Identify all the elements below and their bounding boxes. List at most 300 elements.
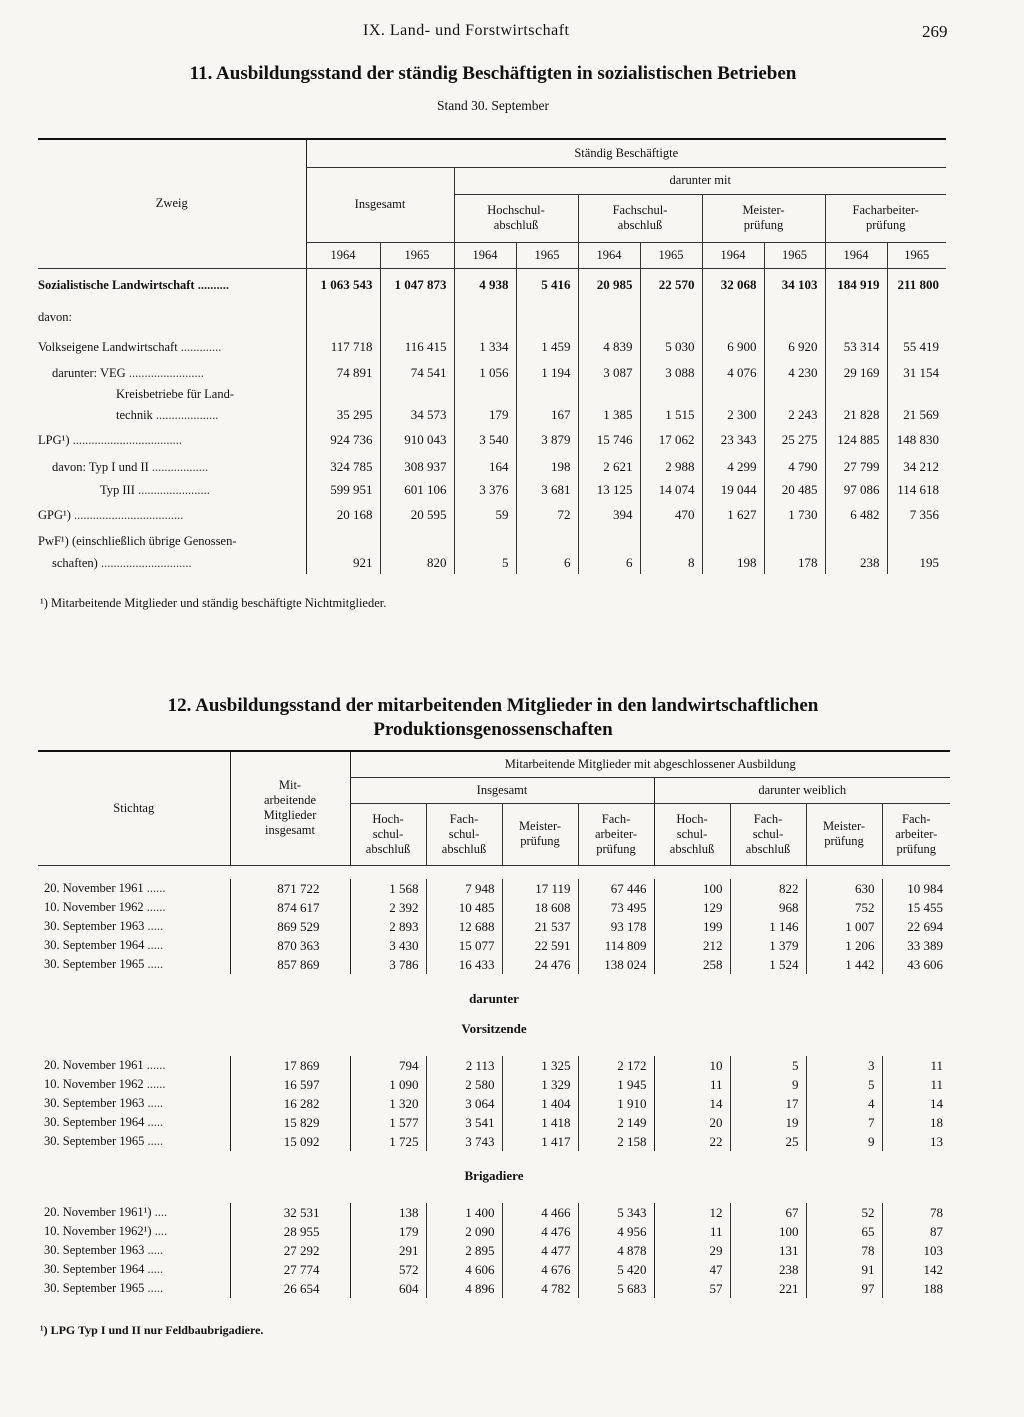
t2-cell: 5 420 [578, 1260, 654, 1279]
t2-row-label-text: 30. September 1964 [44, 938, 145, 952]
t1-cell: 31 154 [887, 362, 946, 384]
t1-row-label-text: Volkseigene Landwirtschaft [38, 339, 178, 354]
t2-cell: 15 077 [426, 936, 502, 955]
t1-row-label [38, 302, 306, 332]
t2-cell: 103 [882, 1241, 950, 1260]
t2-cell: 26 654 [230, 1279, 350, 1298]
t2-cell: 22 694 [882, 917, 950, 936]
t1-cell: 6 [578, 552, 640, 574]
t1-cell: 1 334 [454, 332, 516, 362]
t2-cell: 27 292 [230, 1241, 350, 1260]
t1-cell: 53 314 [825, 332, 887, 362]
t1-cell: 35 295 [306, 404, 380, 426]
t2-cell: 4 956 [578, 1222, 654, 1241]
t2-cell: 4 477 [502, 1241, 578, 1260]
t2-cell: 24 476 [502, 955, 578, 974]
t1-row-label [38, 480, 306, 500]
t2-cell: 2 090 [426, 1222, 502, 1241]
t1-row-leader-dots: ....................... [134, 482, 210, 497]
t1-row [38, 500, 946, 530]
t2-cell: 7 [806, 1113, 882, 1132]
t2-row [38, 898, 950, 917]
t2-cell: 114 809 [578, 936, 654, 955]
t1-row [38, 268, 946, 302]
t2-cell: 179 [350, 1222, 426, 1241]
t1-cell [578, 384, 640, 404]
t1-cell: 4 790 [764, 454, 825, 480]
table2-footnote: ¹) LPG Typ I und II nur Feldbaubrigadiere. [40, 1323, 264, 1337]
t1-cell: 124 885 [825, 426, 887, 454]
t1-row [38, 530, 946, 552]
t1-cell: 3 087 [578, 362, 640, 384]
t1-row [38, 384, 946, 404]
t2-cell: 47 [654, 1260, 730, 1279]
t2-cell: 4 476 [502, 1222, 578, 1241]
t2-cell: 2 172 [578, 1056, 654, 1075]
t2-cell: 67 [730, 1203, 806, 1222]
t1-cell: 117 718 [306, 332, 380, 362]
t1-cell [516, 302, 578, 332]
t1-body [38, 268, 946, 574]
t2-cell: 1 417 [502, 1132, 578, 1151]
t1-cell: 3 088 [640, 362, 702, 384]
t1-cell: 21 569 [887, 404, 946, 426]
t2-cell: 2 893 [350, 917, 426, 936]
table1-footnote: ¹) Mitarbeitende Mitglieder und ständig beschäftigte Nichtmitglieder. [40, 596, 387, 610]
t1-row-label-text: darunter: VEG [52, 365, 126, 380]
t1-row-label [38, 404, 306, 426]
t1-cell [454, 530, 516, 552]
t2-cell: 2 895 [426, 1241, 502, 1260]
t2-cell: 2 158 [578, 1132, 654, 1151]
t2-row-label-text: 20. November 1961 [44, 881, 144, 895]
t2-row-label-text: 30. September 1963 [44, 1096, 145, 1110]
t2-col-w-fachschul: Fach- schul- abschluß [730, 803, 806, 865]
t2-cell: 29 [654, 1241, 730, 1260]
table1-title: 11. Ausbildungsstand der ständig Beschäftigten in sozialistischen Betrieben [189, 63, 797, 84]
t2-row-leader-dots: ..... [144, 1134, 164, 1148]
t2-cell: 78 [806, 1241, 882, 1260]
t1-cell: 29 169 [825, 362, 887, 384]
t1-cell: 32 068 [702, 268, 764, 302]
t2-cell: 18 [882, 1113, 950, 1132]
t2-row-label-text: 20. November 1961¹) [44, 1205, 152, 1219]
t1-cell: 599 951 [306, 480, 380, 500]
t2-cell: 100 [730, 1222, 806, 1241]
t1-cell [306, 384, 380, 404]
t2-row-leader-dots: ..... [144, 957, 164, 971]
t2-row [38, 1075, 950, 1094]
t1-cell: 394 [578, 500, 640, 530]
t1-cell: 211 800 [887, 268, 946, 302]
t2-cell: 3 743 [426, 1132, 502, 1151]
t2-row-label-text: 20. November 1961 [44, 1058, 144, 1072]
t1-cell: 5 416 [516, 268, 578, 302]
t2-cell: 4 466 [502, 1203, 578, 1222]
t2-cell: 3 [806, 1056, 882, 1075]
t1-row-label [38, 426, 306, 454]
t1-row-leader-dots: ................................... [69, 432, 183, 447]
t1-cell: 13 125 [578, 480, 640, 500]
t1-cell: 195 [887, 552, 946, 574]
t1-cell: 22 570 [640, 268, 702, 302]
t2-cell: 572 [350, 1260, 426, 1279]
t2-cell: 22 [654, 1132, 730, 1151]
t1-cell: 167 [516, 404, 578, 426]
t1-cell: 34 103 [764, 268, 825, 302]
t2-row [38, 879, 950, 898]
t2-spacer [38, 1044, 950, 1056]
t1-cell: 6 920 [764, 332, 825, 362]
t1-row-label [38, 552, 306, 574]
t2-cell: 870 363 [230, 936, 350, 955]
t1-row [38, 454, 946, 480]
t2-cell: 1 725 [350, 1132, 426, 1151]
t1-cell [578, 302, 640, 332]
t2-cell: 5 343 [578, 1203, 654, 1222]
t2-row-label [38, 1203, 230, 1222]
t2-cell: 2 149 [578, 1113, 654, 1132]
t1-cell [702, 530, 764, 552]
t2-body [38, 865, 950, 1298]
t2-row-label-text: 10. November 1962¹) [44, 1224, 152, 1238]
t1-group-meister: Meister- prüfung [702, 194, 825, 242]
t1-cell: 6 482 [825, 500, 887, 530]
t2-cell: 1 325 [502, 1056, 578, 1075]
t1-header-zweig: Zweig [38, 139, 306, 268]
t1-cell [380, 384, 454, 404]
t1-cell: 34 212 [887, 454, 946, 480]
t2-cell: 67 446 [578, 879, 654, 898]
t1-year: 1964 [702, 242, 764, 268]
t2-cell: 22 591 [502, 936, 578, 955]
t1-cell: 470 [640, 500, 702, 530]
t2-cell: 100 [654, 879, 730, 898]
t2-cell: 1 400 [426, 1203, 502, 1222]
t2-cell: 869 529 [230, 917, 350, 936]
t1-row-label [38, 530, 306, 552]
t1-cell [825, 384, 887, 404]
t2-cell: 52 [806, 1203, 882, 1222]
t1-cell: 178 [764, 552, 825, 574]
t2-cell: 1 320 [350, 1094, 426, 1113]
t2-cell: 97 [806, 1279, 882, 1298]
t1-cell: 59 [454, 500, 516, 530]
t2-cell: 11 [654, 1222, 730, 1241]
t1-cell: 2 621 [578, 454, 640, 480]
t2-cell: 4 [806, 1094, 882, 1113]
t2-spacer [38, 1191, 950, 1203]
t2-cell: 1 442 [806, 955, 882, 974]
t2-cell: 12 688 [426, 917, 502, 936]
t2-cell: 129 [654, 898, 730, 917]
t1-cell [825, 302, 887, 332]
t1-cell [578, 530, 640, 552]
t2-spacer-cell [38, 1151, 950, 1161]
t2-cell: 21 537 [502, 917, 578, 936]
t1-cell: 4 230 [764, 362, 825, 384]
t1-row-leader-dots: .......... [194, 277, 229, 292]
t2-cell: 238 [730, 1260, 806, 1279]
t2-cell: 73 495 [578, 898, 654, 917]
t1-cell: 164 [454, 454, 516, 480]
t1-row-leader-dots: .................... [152, 407, 219, 422]
t1-cell: 34 573 [380, 404, 454, 426]
t2-cell: 1 146 [730, 917, 806, 936]
t2-cell: 78 [882, 1203, 950, 1222]
t1-cell: 924 736 [306, 426, 380, 454]
t2-col-meister: Meister- prüfung [502, 803, 578, 865]
t2-row [38, 936, 950, 955]
t2-cell: 138 [350, 1203, 426, 1222]
t2-cell: 258 [654, 955, 730, 974]
t2-cell: 13 [882, 1132, 950, 1151]
t2-cell: 65 [806, 1222, 882, 1241]
t2-row [38, 1094, 950, 1113]
t2-cell: 19 [730, 1113, 806, 1132]
t1-cell: 20 985 [578, 268, 640, 302]
t2-header-mitglieder-insgesamt: Mit- arbeitende Mitglieder insgesamt [230, 751, 350, 865]
t1-cell: 74 541 [380, 362, 454, 384]
t1-cell [640, 384, 702, 404]
t2-cell: 3 786 [350, 955, 426, 974]
t2-spacer [38, 865, 950, 879]
t1-row-label-text: davon: [38, 309, 73, 324]
t1-cell [380, 302, 454, 332]
t2-row-label-text: 30. September 1963 [44, 919, 145, 933]
t2-row [38, 1132, 950, 1151]
t1-row-label [38, 268, 306, 302]
t2-cell: 57 [654, 1279, 730, 1298]
t2-cell: 33 389 [882, 936, 950, 955]
t1-cell: 1 194 [516, 362, 578, 384]
t2-cell: 16 597 [230, 1075, 350, 1094]
t1-cell: 6 [516, 552, 578, 574]
t2-row-label [38, 1260, 230, 1279]
t2-cell: 17 869 [230, 1056, 350, 1075]
t2-row-leader-dots: ..... [144, 1115, 164, 1129]
t1-cell: 1 063 543 [306, 268, 380, 302]
t2-row-label [38, 917, 230, 936]
t2-cell: 2 580 [426, 1075, 502, 1094]
t2-row-label [38, 955, 230, 974]
t1-cell: 910 043 [380, 426, 454, 454]
t1-cell [887, 530, 946, 552]
t2-cell: 142 [882, 1260, 950, 1279]
t1-cell [825, 530, 887, 552]
t1-row [38, 480, 946, 500]
t2-section-heading-row [38, 984, 950, 1014]
t2-cell: 87 [882, 1222, 950, 1241]
t2-cell: 15 092 [230, 1132, 350, 1151]
t2-section-heading: Brigadiere [464, 1168, 524, 1183]
t1-cell: 2 988 [640, 454, 702, 480]
t2-row-label [38, 936, 230, 955]
t2-row-label [38, 879, 230, 898]
t2-col-hochschul: Hoch- schul- abschluß [350, 803, 426, 865]
t1-row-leader-dots: ........................ [125, 365, 204, 380]
t2-row-label [38, 1094, 230, 1113]
t1-cell [306, 530, 380, 552]
t1-cell: 601 106 [380, 480, 454, 500]
t1-cell: 198 [702, 552, 764, 574]
t2-header-weiblich: darunter weiblich [654, 777, 950, 803]
t1-year: 1964 [454, 242, 516, 268]
t1-cell: 116 415 [380, 332, 454, 362]
t1-cell: 74 891 [306, 362, 380, 384]
t1-year: 1965 [887, 242, 946, 268]
t1-year: 1965 [516, 242, 578, 268]
t2-section-heading: darunter [469, 991, 519, 1006]
t2-spacer-cell [38, 1191, 950, 1203]
t1-cell [702, 384, 764, 404]
t2-cell: 7 948 [426, 879, 502, 898]
t1-cell: 8 [640, 552, 702, 574]
t1-cell: 4 299 [702, 454, 764, 480]
t2-section-subheading: Vorsitzende [461, 1021, 527, 1036]
t2-cell: 4 676 [502, 1260, 578, 1279]
t2-row-label-text: 30. September 1964 [44, 1262, 145, 1276]
t2-cell: 752 [806, 898, 882, 917]
t2-section-subheading-row [38, 1014, 950, 1044]
t2-row-label [38, 1113, 230, 1132]
t1-cell [764, 530, 825, 552]
t1-cell [306, 302, 380, 332]
t1-year: 1965 [640, 242, 702, 268]
t2-cell: 3 430 [350, 936, 426, 955]
t1-year: 1964 [306, 242, 380, 268]
t2-cell: 212 [654, 936, 730, 955]
t2-cell: 5 [730, 1056, 806, 1075]
t2-col-w-hochschul: Hoch- schul- abschluß [654, 803, 730, 865]
t2-row [38, 1113, 950, 1132]
t2-row-label [38, 1222, 230, 1241]
t1-cell: 4 076 [702, 362, 764, 384]
t1-cell: 3 376 [454, 480, 516, 500]
t2-cell: 10 [654, 1056, 730, 1075]
t2-cell: 4 606 [426, 1260, 502, 1279]
t2-row-label [38, 1241, 230, 1260]
t2-row-label [38, 1132, 230, 1151]
t1-row-label-text: Typ III [100, 482, 135, 497]
t1-row-leader-dots: .................. [148, 459, 209, 474]
t2-row-label-text: 30. September 1965 [44, 957, 145, 971]
table2-title-line2: Produktionsgenossenschaften [373, 719, 613, 740]
t1-row-label-text: technik [116, 407, 153, 422]
t1-group-hochschul: Hochschul- abschluß [454, 194, 578, 242]
running-head-title: IX. Land- und Forstwirtschaft [363, 22, 570, 39]
t2-cell: 14 [654, 1094, 730, 1113]
t1-cell: 2 243 [764, 404, 825, 426]
t2-cell: 2 392 [350, 898, 426, 917]
t1-cell: 23 343 [702, 426, 764, 454]
t1-cell: 1 459 [516, 332, 578, 362]
t2-spacer [38, 974, 950, 984]
t1-row-label-text: PwF¹) (einschließlich übrige Genossen- [38, 533, 237, 548]
t2-row-leader-dots: ..... [144, 1096, 164, 1110]
t2-cell: 1 007 [806, 917, 882, 936]
t1-cell [764, 302, 825, 332]
t1-cell: 1 047 873 [380, 268, 454, 302]
t1-cell: 1 627 [702, 500, 764, 530]
t1-cell: 1 730 [764, 500, 825, 530]
t1-year: 1964 [578, 242, 640, 268]
t2-row-label [38, 1056, 230, 1075]
t2-row [38, 955, 950, 974]
t1-cell: 2 300 [702, 404, 764, 426]
t2-row-label-text: 30. September 1965 [44, 1134, 145, 1148]
t1-cell: 238 [825, 552, 887, 574]
t2-cell: 4 878 [578, 1241, 654, 1260]
t2-cell: 15 455 [882, 898, 950, 917]
t1-cell: 148 830 [887, 426, 946, 454]
t1-group-facharbeiter: Facharbeiter- prüfung [825, 194, 946, 242]
t2-row-label-text: 30. September 1964 [44, 1115, 145, 1129]
t2-row-leader-dots: ..... [144, 919, 164, 933]
t1-header-insgesamt: Insgesamt [306, 167, 454, 242]
t2-cell: 794 [350, 1056, 426, 1075]
t1-cell [640, 302, 702, 332]
t2-cell: 5 683 [578, 1279, 654, 1298]
t1-cell: 5 [454, 552, 516, 574]
t2-row [38, 1241, 950, 1260]
t1-cell: 3 681 [516, 480, 578, 500]
t2-row [38, 1260, 950, 1279]
t2-row-leader-dots: .... [151, 1205, 168, 1219]
t1-row-leader-dots: ............. [177, 339, 222, 354]
t1-cell: 5 030 [640, 332, 702, 362]
t1-cell: 20 595 [380, 500, 454, 530]
t1-cell: 14 074 [640, 480, 702, 500]
t1-cell: 17 062 [640, 426, 702, 454]
t1-year: 1965 [380, 242, 454, 268]
t2-cell: 17 [730, 1094, 806, 1113]
t2-cell: 874 617 [230, 898, 350, 917]
t2-cell: 4 896 [426, 1279, 502, 1298]
t2-cell: 43 606 [882, 955, 950, 974]
t1-cell: 820 [380, 552, 454, 574]
t1-cell: 184 919 [825, 268, 887, 302]
t2-cell: 1 568 [350, 879, 426, 898]
t1-row-label [38, 362, 306, 384]
t2-cell: 18 608 [502, 898, 578, 917]
t2-cell: 3 541 [426, 1113, 502, 1132]
t1-cell: 921 [306, 552, 380, 574]
t1-row-label-text: Sozialistische Landwirtschaft [38, 277, 195, 292]
t2-row [38, 1203, 950, 1222]
t2-col-w-meister: Meister- prüfung [806, 803, 882, 865]
t2-cell: 1 329 [502, 1075, 578, 1094]
t1-cell: 19 044 [702, 480, 764, 500]
t2-cell: 188 [882, 1279, 950, 1298]
t1-cell: 4 839 [578, 332, 640, 362]
t2-spacer-cell [38, 865, 950, 879]
t2-cell: 28 955 [230, 1222, 350, 1241]
t1-header-darunter-mit: darunter mit [454, 167, 946, 194]
t2-row-label-text: 30. September 1963 [44, 1243, 145, 1257]
t1-cell: 3 879 [516, 426, 578, 454]
t2-cell: 1 910 [578, 1094, 654, 1113]
t1-row [38, 362, 946, 384]
t2-cell: 15 829 [230, 1113, 350, 1132]
t2-row-label [38, 1075, 230, 1094]
t1-year: 1964 [825, 242, 887, 268]
t2-row-leader-dots: ...... [143, 1077, 166, 1091]
t2-cell: 1 577 [350, 1113, 426, 1132]
t2-row-leader-dots: ...... [143, 1058, 166, 1072]
t2-cell: 221 [730, 1279, 806, 1298]
t2-header-insgesamt: Insgesamt [350, 777, 654, 803]
